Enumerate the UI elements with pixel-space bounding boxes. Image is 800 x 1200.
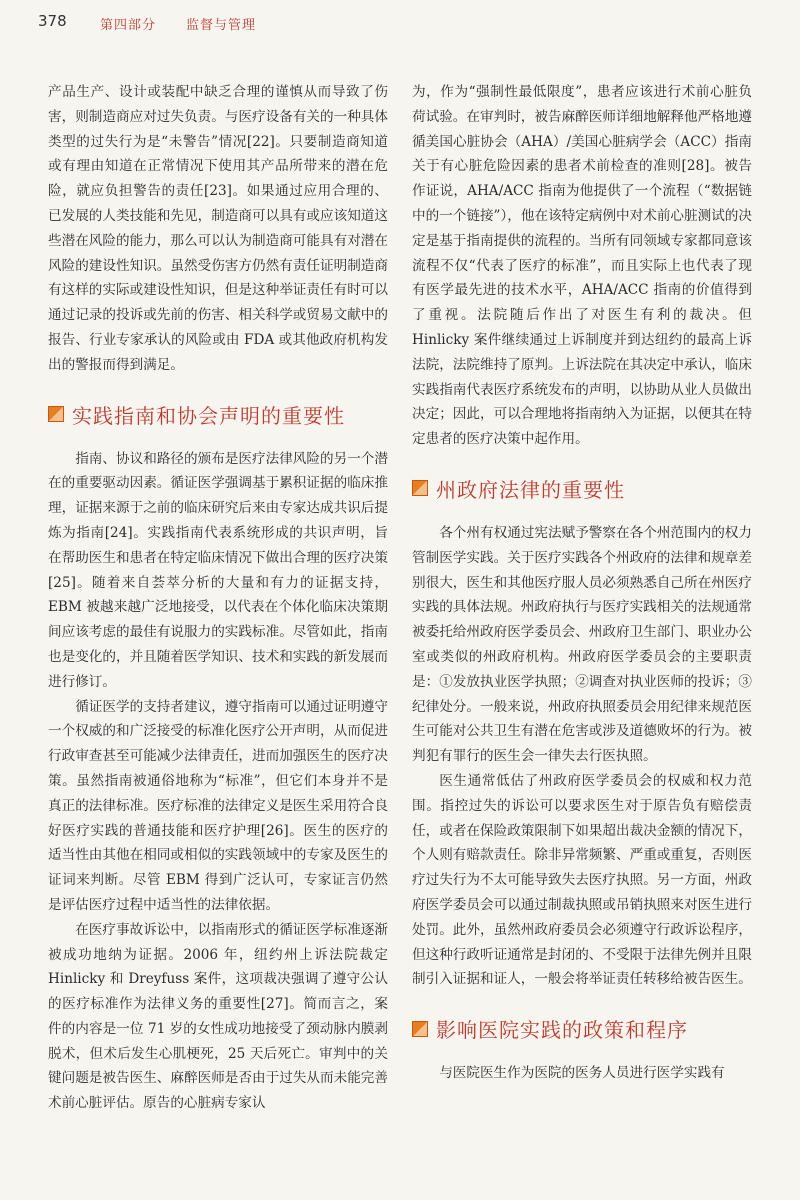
paragraph: 循证医学的支持者建议，遵守指南可以通过证明遵守一个权威的和广泛接受的标准化医疗公开声明，从而促进行政审查甚至可能减少法律责任，进而加强医生的医疗决策。虽然指南被通俗地称为“标准”，但它们本身并不是真正的法律标准。医疗标准的法律定义是医生采用符合良好医疗实践的普通技能和医疗护理[26]。医生的医疗的适当性由其他在相同或相似的实践领域中的专家及医生的证词来判断。尽管 EBM 得到广泛认可，专家证言仍然是评估医疗过程中适当性的法律依据。 bbox=[48, 698, 388, 913]
section-marker-icon bbox=[48, 406, 64, 422]
paragraph: 与医院医生作为医院的医务人员进行医学实践有 bbox=[439, 1065, 725, 1082]
paragraph: 指南、协议和路径的颁布是医疗法律风险的另一个潜在的重要驱动因素。循证医学强调基于累积证据的临床推理，证据来源于之前的临床研究后来由专家达成共识后提炼为指南[24]。实践指南代表系统形成的共识声明，旨在帮助医生和患者在特定临床情况下做出合理的医疗决策[25]。随着来自荟萃分析的大量和有力的证据支持，EBM 被越来越广泛地接受，以代表在个体化临床决策期间应该考虑的最佳有说服力的实践标准。尽管如此，指南也是变化的，并且随着医学知识、技术和实践的新发展而进行修订。 bbox=[48, 450, 388, 690]
section-title: 影响医院实践的政策和程序 bbox=[436, 1018, 688, 1043]
section-heading-guidelines bbox=[48, 400, 388, 429]
page-header bbox=[0, 0, 800, 48]
section-title: 州政府法律的重要性 bbox=[436, 477, 625, 502]
section-heading-state-law bbox=[412, 474, 752, 503]
section-marker-icon bbox=[412, 1021, 428, 1037]
paragraph: 产品生产、设计或装配中缺乏合理的谨慎从而导致了伤害，则制造商应对过失负责。与医疗设备有关的一种具体类型的过失行为是“未警告”情况[22]。只要制造商知道或有理由知道在正常情况下使用其产品所带来的潜在危险，就应负担警告的责任[23]。如果通过应用合理的、已发展的人类技能和先见，制造商可以具有或应该知道这些潜在风险的能力，那么可以认为制造商可能具有对潜在风险的建设性知识。虽然受伤害方仍然有责任证明制造商有这样的实际或建设性知识，但是这种举证责任有时可以通过记录的投诉或先前的伤害、相关科学或贸易文献中的报告、行业专家承认的风险或由 FDA 或其他政府机构发出的警报而得到满足。 bbox=[48, 84, 388, 373]
section-heading-hospital-policies bbox=[412, 1014, 752, 1043]
left-column bbox=[48, 80, 388, 1116]
paragraph: 为，作为“强制性最低限度”，患者应该进行术前心脏负荷试验。在审判时，被告麻醉医师详细地解释他严格地遵循美国心脏协会（AHA）/美国心脏病学会（ACC）指南关于有心脏危险因素的患者术前检查的准则[28]。被告作证说，AHA/ACC 指南为他提供了一个流程（“数据链中的一个链接”），他在该特定病例中对术前心脏测试的决定是基于指南提供的流程的。当所有同领域专家都同意该流程不仅“代表了医疗的标准”，而且实际上也代表了现有医学最先进的技术水平，AHA/ACC 指南的价值得到了重视。法院随后作出了对医生有利的裁决。但 Hinlicky 案件继续通过上诉制度并到达纽约的最高上诉法院，法院维持了原判。上诉法院在其决定中承认，临床实践指南代表医疗系统发布的声明，以协助从业人员做出决定；因此，可以合理地将指南纳入为证据，以便其在特定患者的医疗决策中起作用。 bbox=[412, 84, 752, 448]
paragraph: 各个州有权通过宪法赋予警察在各个州范围内的权力管制医学实践。关于医疗实践各个州政府的法律和规章差别很大，医生和其他医疗服人员必须熟悉自己所在州医疗实践的具体法规。州政府执行与医疗实践相关的法规通常被委托给州政府医学委员会、州政府卫生部门、职业办公室或类似的州政府机构。州政府医学委员会的主要职责是：①发放执业医学执照；②调查对执业医师的投诉；③纪律处分。一般来说，州政府执照委员会用纪律来规范医生可能对公共卫生有潜在危害或涉及道德败坏的行为。被判犯有罪行的医生会一律失去行医执照。 bbox=[412, 524, 752, 765]
header-chapter-title: 监督与管理 bbox=[186, 18, 257, 33]
section-title: 实践指南和协会声明的重要性 bbox=[72, 403, 345, 428]
paragraph: 在医疗事故诉讼中，以指南形式的循证医学标准逐渐被成功地纳为证据。2006 年，纽约州上诉法院裁定 Hinlicky 和 Dreyfuss 案件，这项裁决强调了遵守公认的医疗标准作为法律义务的重要性[27]。简而言之，案件的内容是一位 71 岁的女性成功地接受了颈动脉内膜剥脱术，但术后发生心肌梗死，25 天后死亡。审判中的关键问题是被告医生、麻醉医师是否由于过失从而未能完善术前心脏评估。原告的心脏病专家认 bbox=[48, 921, 388, 1112]
section-marker-icon bbox=[412, 480, 428, 496]
paragraph: 医生通常低估了州政府医学委员会的权威和权力范围。指控过失的诉讼可以要求医生对于原告负有赔偿责任，或者在保险政策限制下如果超出裁决金额的情况下，个人则有赔款责任。除非异常频繁、严重或重复，否则医疗过失行为不太可能导致失去医疗执照。另一方面，州政府医学委员会可以通过制裁执照或吊销执照来对医生进行处罚。此外，虽然州政府委员会必须遵守行政诉讼程序，但这种行政听证通常是封闭的、不受限于法律先例并且限制引入证据和证人，一般会将举证责任转移给被告医生。 bbox=[412, 772, 752, 988]
page-number: 378 bbox=[38, 12, 67, 30]
header-part-label: 第四部分 bbox=[100, 18, 157, 33]
right-column bbox=[412, 80, 752, 1086]
